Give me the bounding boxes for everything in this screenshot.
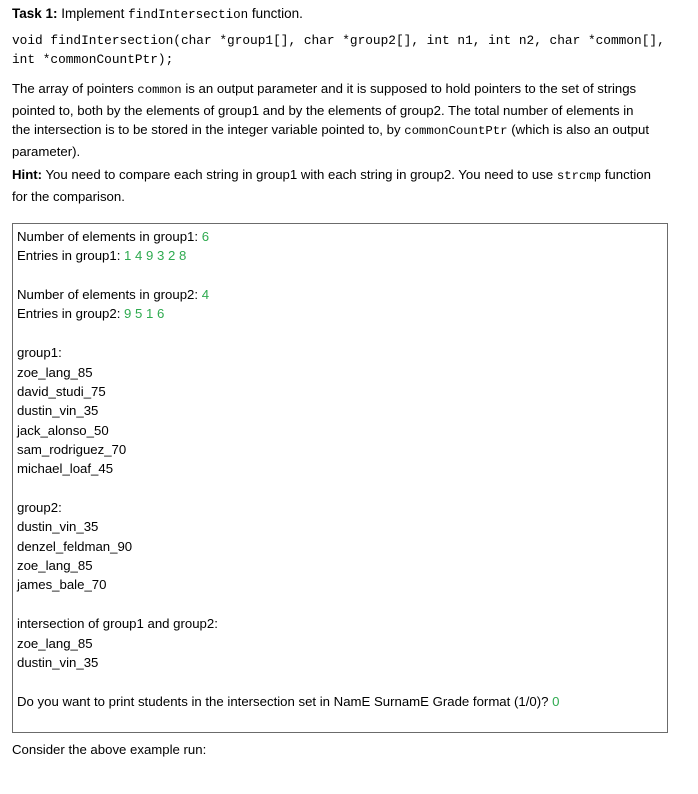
entries1-prompt: Entries in group1: [17,248,121,263]
hint-text: . You need to use [451,167,554,182]
signature-line-2: int *commonCountPtr); [12,52,174,67]
list-item: jack_alonso_50 [17,423,109,438]
entries2-input: 9 5 1 6 [124,306,165,321]
group1-header: group1: [17,345,62,360]
n1-input: 6 [201,229,210,244]
description-text: . The total number of elements in the intersection is to be stored in the integer variable pointed to, by [12,102,634,138]
entries1-line [17,247,186,265]
task-text-before: Implement [61,6,125,21]
code-commonCountPtr: commonCountPtr [404,124,508,139]
list-item: dustin_vin_35 [17,655,99,670]
list-item: sam_rodriguez_70 [17,442,127,457]
example-run-box [12,223,668,733]
description-text: is an output parameter and it is supposed to hold pointers to the set of strings pointed to, both by the elements of [12,81,637,118]
hint-text: You need to compare each string in [45,167,253,182]
task-title [12,5,303,24]
hint-paragraph [12,165,652,206]
list-item: zoe_lang_85 [17,558,93,573]
group2-ref: group2 [410,167,452,182]
list-item: michael_loaf_45 [17,461,114,476]
entries2-line [17,305,164,323]
hint-text: function for the comparison. [12,167,651,204]
intersection-header: intersection of group1 and group2: [17,616,218,631]
code-strcmp: strcmp [556,169,602,183]
description-text: and by the elements of [262,102,397,118]
n2-input: 4 [201,287,210,302]
function-signature [12,31,665,69]
list-item: zoe_lang_85 [17,636,93,651]
group2-ref: group2 [399,102,441,118]
code-common: common [137,83,182,97]
task-label: Task 1: [12,6,58,21]
n2-prompt: Number of elements in group2: [17,287,199,302]
group1-ref: group1 [256,167,298,182]
list-item: james_bale_70 [17,577,107,592]
group2-header: group2: [17,500,62,515]
format-input: 0 [552,694,560,709]
signature-line-1: void findIntersection(char *group1[], char *group2[], int n1, int n2, char *common[], [12,33,665,48]
list-item: denzel_feldman_90 [17,539,133,554]
format-prompt: Do you want to print students in the intersection set in NamE SurnamE Grade format (1/0)? [17,694,549,709]
list-item: dustin_vin_35 [17,519,99,534]
format-line [17,693,559,711]
entries2-prompt: Entries in group2: [17,306,121,321]
function-name: findIntersection [128,8,249,22]
hint-text: with each string in [300,167,407,182]
group1-ref: group1 [218,102,260,118]
description-text: The array of pointers [12,81,134,96]
description-paragraph [12,79,652,161]
description-text: (which is also an output parameter). [12,122,650,159]
list-item: david_studi_75 [17,384,106,399]
entries1-input: 1 4 9 3 2 8 [124,248,187,263]
n1-line [17,228,209,246]
hint-label: Hint: [12,167,43,182]
n1-prompt: Number of elements in group1: [17,229,199,244]
n2-line [17,286,209,304]
task-text-after: function. [251,6,303,21]
footer-caption: Consider the above example run: [12,742,207,757]
list-item: dustin_vin_35 [17,403,99,418]
list-item: zoe_lang_85 [17,365,93,380]
